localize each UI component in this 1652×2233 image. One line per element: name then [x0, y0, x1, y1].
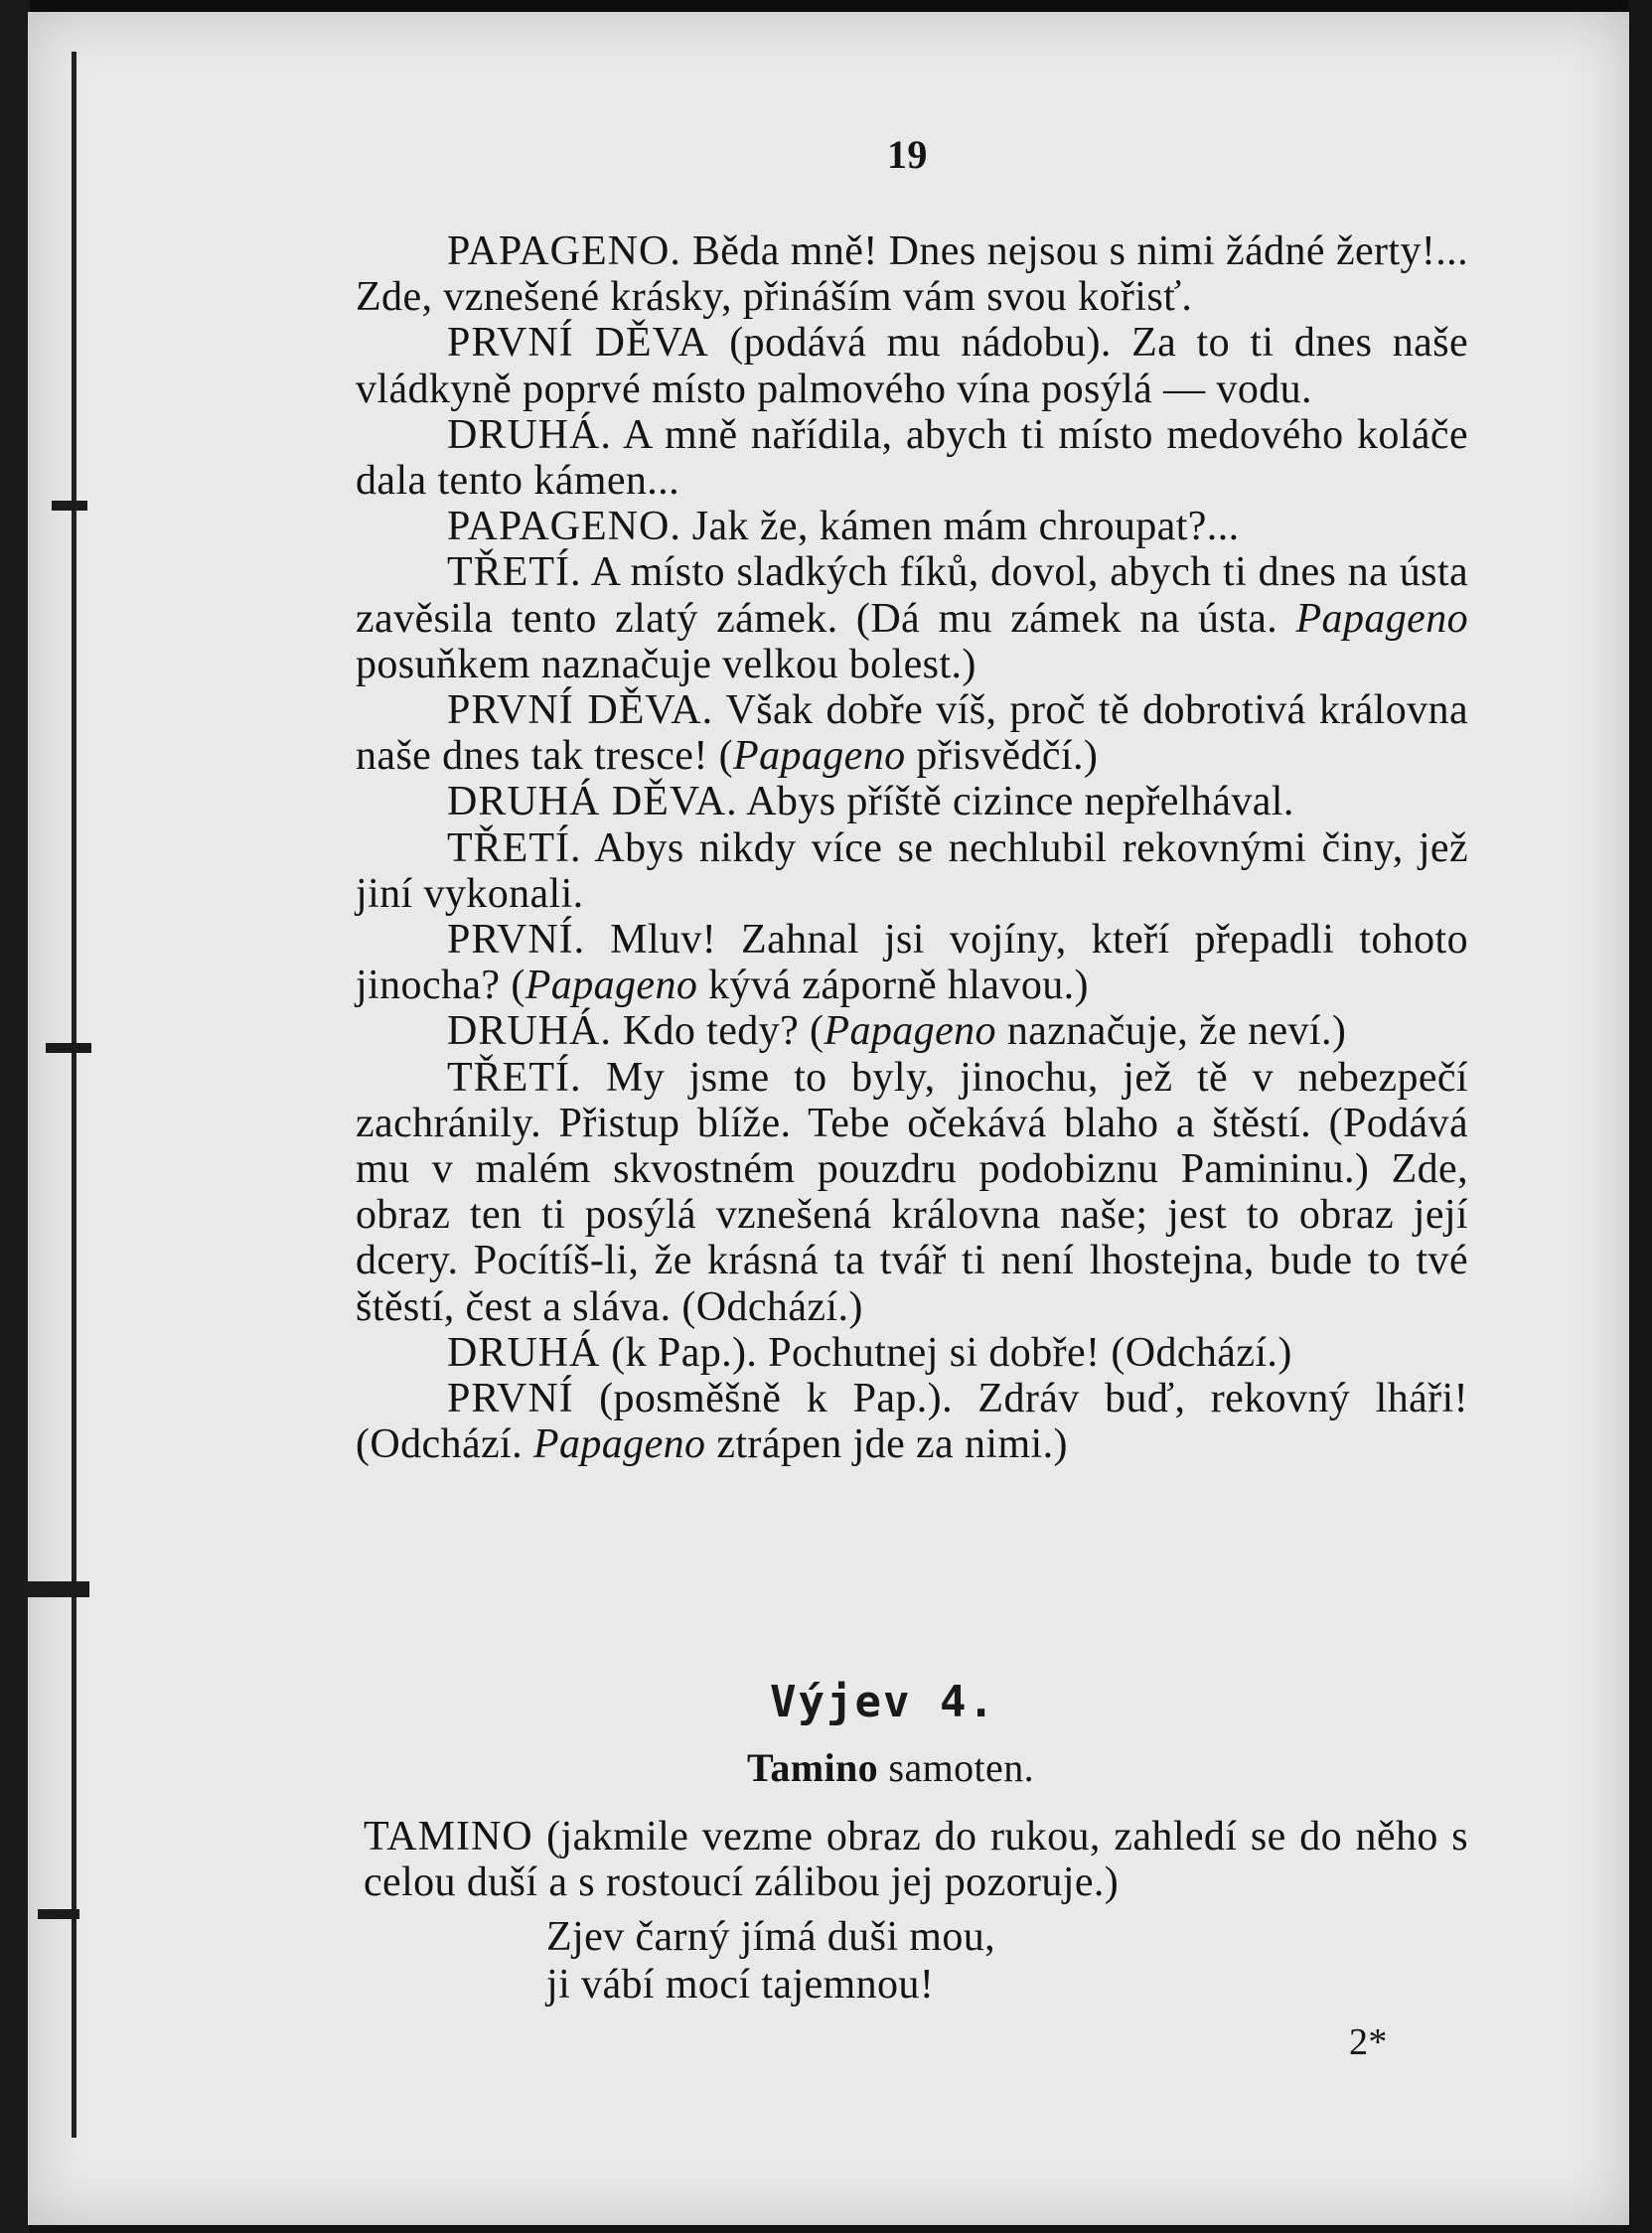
speaker-name: DRUHÁ DĚVA.	[447, 779, 738, 825]
line-text: Však dobře víš, proč tě dobrotivá královna naše dnes tak tresce! (	[356, 687, 1468, 780]
line-text: naznačuje, že neví.)	[995, 1008, 1347, 1055]
binding-line	[72, 52, 76, 2138]
speaker-name: PRVNÍ.	[447, 917, 586, 964]
dialogue-line	[356, 779, 1468, 824]
scene-subheading	[747, 1744, 1034, 1791]
line-text: Kdo tedy? (	[611, 1008, 825, 1055]
line-text: My jsme to byly, jinochu, jež tě v nebezpečí zachránily. Přistup blíže. Tebe očekává blaho a štěstí. (Podává mu v malém skvostném pouzdru podobiznu Pamininu.) Zde, obraz ten ti posýlá vznešená královna naše; jest to obraz její dcery. Pocítíš-li, že krásná ta tvář ti není lhostejna, bude to tvé štěstí, čest a sláva. (Odchází.)	[356, 1054, 1468, 1330]
scene-subheading-text: samoten.	[878, 1745, 1034, 1790]
line-text: A místo sladkých fíků, dovol, abych ti dnes na ústa zavěsila tento zlatý zámek. (Dá mu zámek na ústa.	[356, 549, 1468, 642]
speaker-name: TAMINO	[364, 1814, 533, 1860]
printer-signature-mark: 2*	[1349, 2021, 1388, 2063]
verse-block	[546, 1913, 995, 2009]
binding-mark	[38, 1909, 79, 1919]
verse-line: Zjev čarný jímá duši mou,	[546, 1914, 996, 1960]
dialogue-line	[356, 228, 1468, 320]
verse-line: ji vábí mocí tajemnou!	[546, 1962, 935, 2008]
dialogue-line	[356, 825, 1468, 917]
speaker-name: PRVNÍ DĚVA.	[447, 687, 714, 734]
scene-heading: Výjev 4.	[770, 1677, 996, 1727]
line-text: (posměšně k Pap.). Zdráv buď, rekovný lháři! (Odchází.	[356, 1376, 1468, 1468]
dialogue-line	[356, 504, 1468, 549]
stage-direction-text: (jakmile vezme obraz do rukou, zahledí se do něho s celou duší a s rostoucí zálibou jej pozoruje.)	[364, 1814, 1468, 1905]
character-name-italic: Papageno	[532, 1421, 706, 1468]
speaker-name: TŘETÍ.	[447, 549, 582, 596]
line-text: A mně nařídila, abych ti místo medového koláče dala tento kámen...	[356, 411, 1468, 505]
scene-character-name: Tamino	[747, 1745, 879, 1790]
dialogue-line	[356, 549, 1468, 687]
dialogue-line	[356, 1330, 1468, 1376]
character-name-italic: Papageno	[824, 1008, 996, 1055]
scan-right-edge	[1628, 0, 1652, 2233]
speaker-name: PAPAGENO.	[447, 228, 681, 274]
dialogue-line	[356, 917, 1468, 1008]
character-name-italic: Papageno	[1295, 595, 1468, 642]
binding-mark	[28, 1581, 89, 1597]
line-text: kývá záporně hlavou.)	[697, 963, 1089, 1009]
dialogue-line	[356, 1376, 1468, 1467]
line-text: Abys příště cizince nepřelhával.	[737, 779, 1294, 825]
page-number: 19	[887, 132, 928, 177]
dialogue-line	[356, 412, 1468, 504]
speaker-name: PAPAGENO.	[447, 504, 681, 550]
line-text: Abys nikdy více se nechlubil rekovnými činy, jež jiní vykonali.	[356, 824, 1468, 917]
line-text: Jak že, kámen mám chroupat?...	[680, 504, 1240, 550]
character-name-italic: Papageno	[525, 963, 698, 1009]
scan-left-edge	[0, 0, 30, 2233]
line-text: ztrápen jde za nimi.)	[705, 1421, 1068, 1468]
line-text: (podává mu nádobu). Za to ti dnes naše vládkyně poprvé místo palmového vína posýlá — vodu.	[356, 320, 1468, 412]
binding-mark	[52, 501, 87, 511]
dialogue-block	[356, 228, 1468, 1467]
stage-direction	[364, 1814, 1468, 1905]
line-text: Běda mně! Dnes nejsou s nimi žádné žerty!... Zde, vznešené krásky, přináším vám svou kořisť.	[356, 228, 1468, 321]
line-text: Mluv! Zahnal jsi vojíny, kteří přepadli tohoto jinocha? (	[356, 917, 1468, 1009]
line-text: přisvědčí.)	[905, 733, 1099, 780]
speaker-name: TŘETÍ.	[447, 1054, 582, 1101]
character-name-italic: Papageno	[733, 733, 906, 780]
dialogue-line	[356, 320, 1468, 411]
speaker-name: DRUHÁ.	[447, 411, 612, 458]
speaker-name: DRUHÁ	[447, 1329, 601, 1376]
line-text: posuňkem naznačuje velkou bolest.)	[356, 641, 976, 687]
speaker-name: PRVNÍ	[447, 1376, 574, 1422]
dialogue-line	[356, 687, 1468, 779]
dialogue-line	[356, 1055, 1468, 1330]
line-text: (k Pap.). Pochutnej si dobře! (Odchází.)	[600, 1329, 1292, 1376]
dialogue-line	[356, 1008, 1468, 1054]
speaker-name: DRUHÁ.	[447, 1008, 612, 1055]
speaker-name: TŘETÍ.	[447, 824, 582, 871]
speaker-name: PRVNÍ DĚVA	[447, 320, 709, 367]
binding-mark	[46, 1043, 91, 1053]
